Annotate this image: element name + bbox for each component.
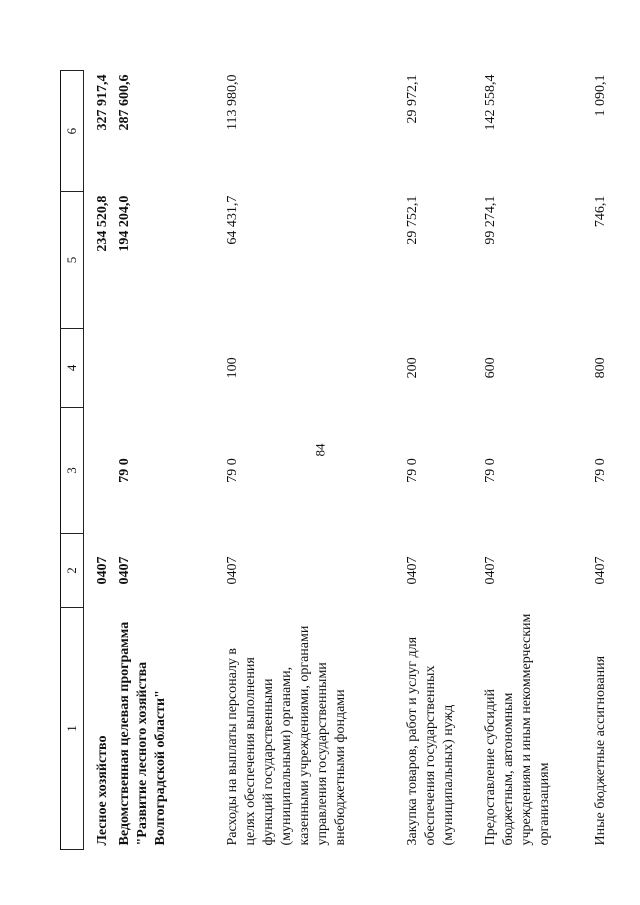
row-amount-1: 746,1 <box>593 195 608 228</box>
budget-table-sheet <box>60 70 608 850</box>
row-program: 79 0 <box>483 458 498 483</box>
row-amount-1: 29 752,1 <box>405 195 420 245</box>
row-amount-2: 1 090,1 <box>593 74 608 117</box>
row-program: 79 0 <box>117 458 132 483</box>
table-row <box>402 71 460 850</box>
row-type <box>84 328 115 407</box>
row-amount-2: 29 972,1 <box>405 74 420 124</box>
page-number: 84 <box>312 443 327 457</box>
table-row <box>590 71 612 850</box>
header-cell: 2 <box>61 534 84 608</box>
row-amount-1: 234 520,8 <box>95 195 110 252</box>
row-section: 0407 <box>225 556 240 585</box>
row-name: Иные бюджетные ассигнования <box>593 655 608 846</box>
row-section: 0407 <box>405 556 420 585</box>
table-header-row <box>61 71 84 850</box>
row-type: 100 <box>225 357 240 379</box>
table-row <box>222 71 352 850</box>
table-row <box>84 71 115 850</box>
row-program: 79 0 <box>593 458 608 483</box>
row-section: 0407 <box>483 556 498 585</box>
header-cell: 1 <box>61 607 84 849</box>
rotated-table-area <box>60 70 640 846</box>
row-amount-1: 64 431,7 <box>225 195 240 245</box>
row-section: 0407 <box>593 556 608 585</box>
header-cell: 6 <box>61 71 84 192</box>
row-type: 600 <box>483 357 498 379</box>
table-row <box>480 71 556 850</box>
row-type <box>114 328 172 407</box>
row-name: Закупка товаров, работ и услуг для обеспечения государственных (муниципальных) нужд <box>405 636 456 846</box>
row-name: Расходы на выплаты персоналу в целях обеспечения выполнения функций государственными (муниципальными) органами, казенными учреждениями, органами управления государственными внебюджетными фондами <box>225 625 348 846</box>
row-program <box>84 407 115 533</box>
table-row <box>114 71 172 850</box>
header-cell: 4 <box>61 328 84 407</box>
row-name: Предоставление субсидий бюджетным, автономным учреждениям и иным некоммерческим организациям <box>483 613 552 846</box>
row-amount-1: 194 204,0 <box>117 195 132 252</box>
header-cell: 5 <box>61 192 84 329</box>
row-program: 79 0 <box>225 458 240 483</box>
row-amount-1: 99 274,1 <box>483 195 498 245</box>
row-section: 0407 <box>95 556 110 585</box>
row-name: Лесное хозяйство <box>95 735 110 846</box>
row-type: 800 <box>593 357 608 379</box>
spacer-row <box>352 71 402 850</box>
row-amount-2: 287 600,6 <box>117 74 132 131</box>
spacer-row <box>172 71 222 850</box>
row-section: 0407 <box>117 556 132 585</box>
budget-table <box>60 70 612 850</box>
header-cell: 3 <box>61 407 84 533</box>
row-name: Ведомственная целевая программа "Развитие лесного хозяйства Волгоградской области" <box>117 621 168 846</box>
spacer-row <box>460 71 480 850</box>
row-amount-2: 113 980,0 <box>225 74 240 130</box>
spacer-row <box>556 71 590 850</box>
row-program: 79 0 <box>405 458 420 483</box>
row-amount-2: 142 558,4 <box>483 74 498 131</box>
row-amount-2: 327 917,4 <box>95 74 110 131</box>
row-type: 200 <box>405 357 420 379</box>
